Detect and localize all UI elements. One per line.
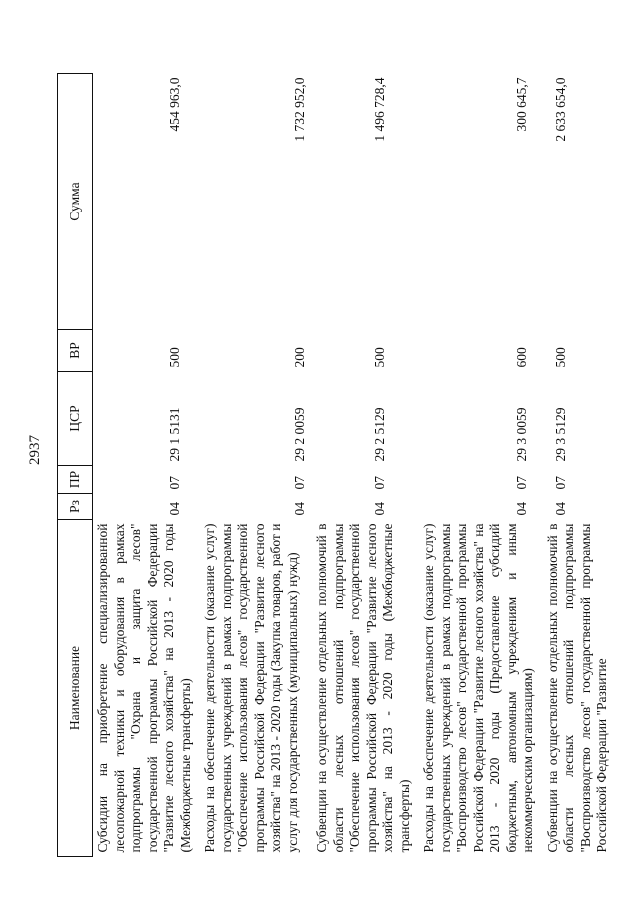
row-sum-value: 2 633 654,0: [552, 77, 568, 142]
row-name: Расходы на обеспечение деятельности (оказание услуг) государственных учреждений в рамках подпрограммы "Обеспечение использования лесов" государственной программы Российской Федерации "Развитие лесного хозяйства" на 2013 - 2020 годы (Закупка товаров, работ и услуг для государственных (муниципальных) нужд): [202, 523, 300, 853]
table-row: [93, 74, 201, 857]
row-sum: [419, 74, 543, 330]
row-csr: [312, 372, 419, 466]
row-vr: [312, 330, 419, 372]
row-vr-value: 500: [372, 347, 387, 368]
row-sum-value: 454 963,0: [167, 77, 182, 132]
row-name: Субсидии на приобретение специализированной лесопожарной техники и оборудования в рамках подпрограммы "Охрана и защита лесов" государственной программы Российской Федерации "Развитие лесного хозяйства" на 2013 - 2020 годы (Межбюджетные трансферты): [95, 523, 193, 853]
row-name: Субвенции на осуществление отдельных полномочий в области лесных отношений подпрограммы "Обеспечение использования лесов" государственной программы Российской Федерации "Развитие лесного хозяйства" на 2013 - 2020 годы (Межбюджетные трансферты): [314, 523, 412, 853]
row-vr-value: 600: [514, 347, 529, 368]
row-name: Субвенции на осуществление отдельных полномочий в области лесных отношений подпрограммы "Воспроизводство лесов" государственной программы Российской Федерации "Развитие: [544, 523, 609, 853]
budget-table: [57, 73, 617, 857]
table-row: [200, 74, 312, 857]
table-row: [419, 74, 543, 857]
row-vr: [93, 330, 201, 372]
row-pr-value: 07: [552, 476, 568, 490]
row-csr-value: 29 3 0059: [514, 407, 529, 462]
row-sum-value: 1 496 728,4: [372, 77, 387, 142]
row-rz: [543, 494, 617, 520]
row-sum: [312, 74, 419, 330]
row-csr-value: 29 2 0059: [292, 407, 307, 462]
row-rz-value: 04: [167, 502, 182, 516]
row-rz: [93, 494, 201, 520]
row-csr: [200, 372, 312, 466]
row-vr: [419, 330, 543, 372]
table-header-row: [58, 74, 93, 857]
row-pr-value: 07: [372, 476, 387, 490]
row-csr-value: 29 3 5129: [552, 407, 568, 462]
row-pr-value: 07: [514, 476, 529, 490]
row-rz-value: 04: [552, 502, 568, 516]
row-pr: [312, 466, 419, 494]
row-sum: [543, 74, 617, 330]
column-header-pr: ПР: [58, 466, 93, 494]
row-rz: [419, 494, 543, 520]
page-number: 2937: [27, 435, 43, 465]
table-row: [312, 74, 419, 857]
row-csr: [93, 372, 201, 466]
row-name: Расходы на обеспечение деятельности (оказание услуг) государственных учреждений в рамках подпрограммы "Воспроизводство лесов" государственной программы Российской Федерации "Развитие лесного хозяйства" на 2013 - 2020 годы (Предоставление субсидий бюджетным, автономным учреждениям и иным некоммерческим организациям): [421, 523, 535, 853]
row-rz-value: 04: [292, 502, 307, 516]
row-csr: [419, 372, 543, 466]
row-pr: [419, 466, 543, 494]
row-sum: [200, 74, 312, 330]
row-rz-value: 04: [372, 502, 387, 516]
row-pr: [200, 466, 312, 494]
column-header-vr: ВР: [58, 330, 93, 372]
row-sum-value: 300 645,7: [514, 77, 529, 132]
row-rz-value: 04: [514, 502, 529, 516]
row-vr-value: 200: [292, 347, 307, 368]
column-header-name: Наименование: [58, 520, 93, 857]
row-vr-value: 500: [552, 347, 568, 368]
row-pr: [93, 466, 201, 494]
row-csr: [543, 372, 617, 466]
row-pr-value: 07: [292, 476, 307, 490]
row-rz: [200, 494, 312, 520]
row-pr: [543, 466, 617, 494]
column-header-csr: ЦСР: [58, 372, 93, 466]
row-pr-value: 07: [167, 476, 182, 490]
row-csr-value: 29 2 5129: [372, 407, 387, 462]
column-header-sum: Сумма: [58, 74, 93, 330]
table-row: [543, 74, 617, 857]
row-csr-value: 29 1 5131: [167, 407, 182, 462]
row-sum-value: 1 732 952,0: [292, 77, 307, 142]
row-rz: [312, 494, 419, 520]
row-vr: [543, 330, 617, 372]
row-sum: [93, 74, 201, 330]
column-header-rz: Рз: [58, 494, 93, 520]
row-vr-value: 500: [167, 347, 182, 368]
row-vr: [200, 330, 312, 372]
